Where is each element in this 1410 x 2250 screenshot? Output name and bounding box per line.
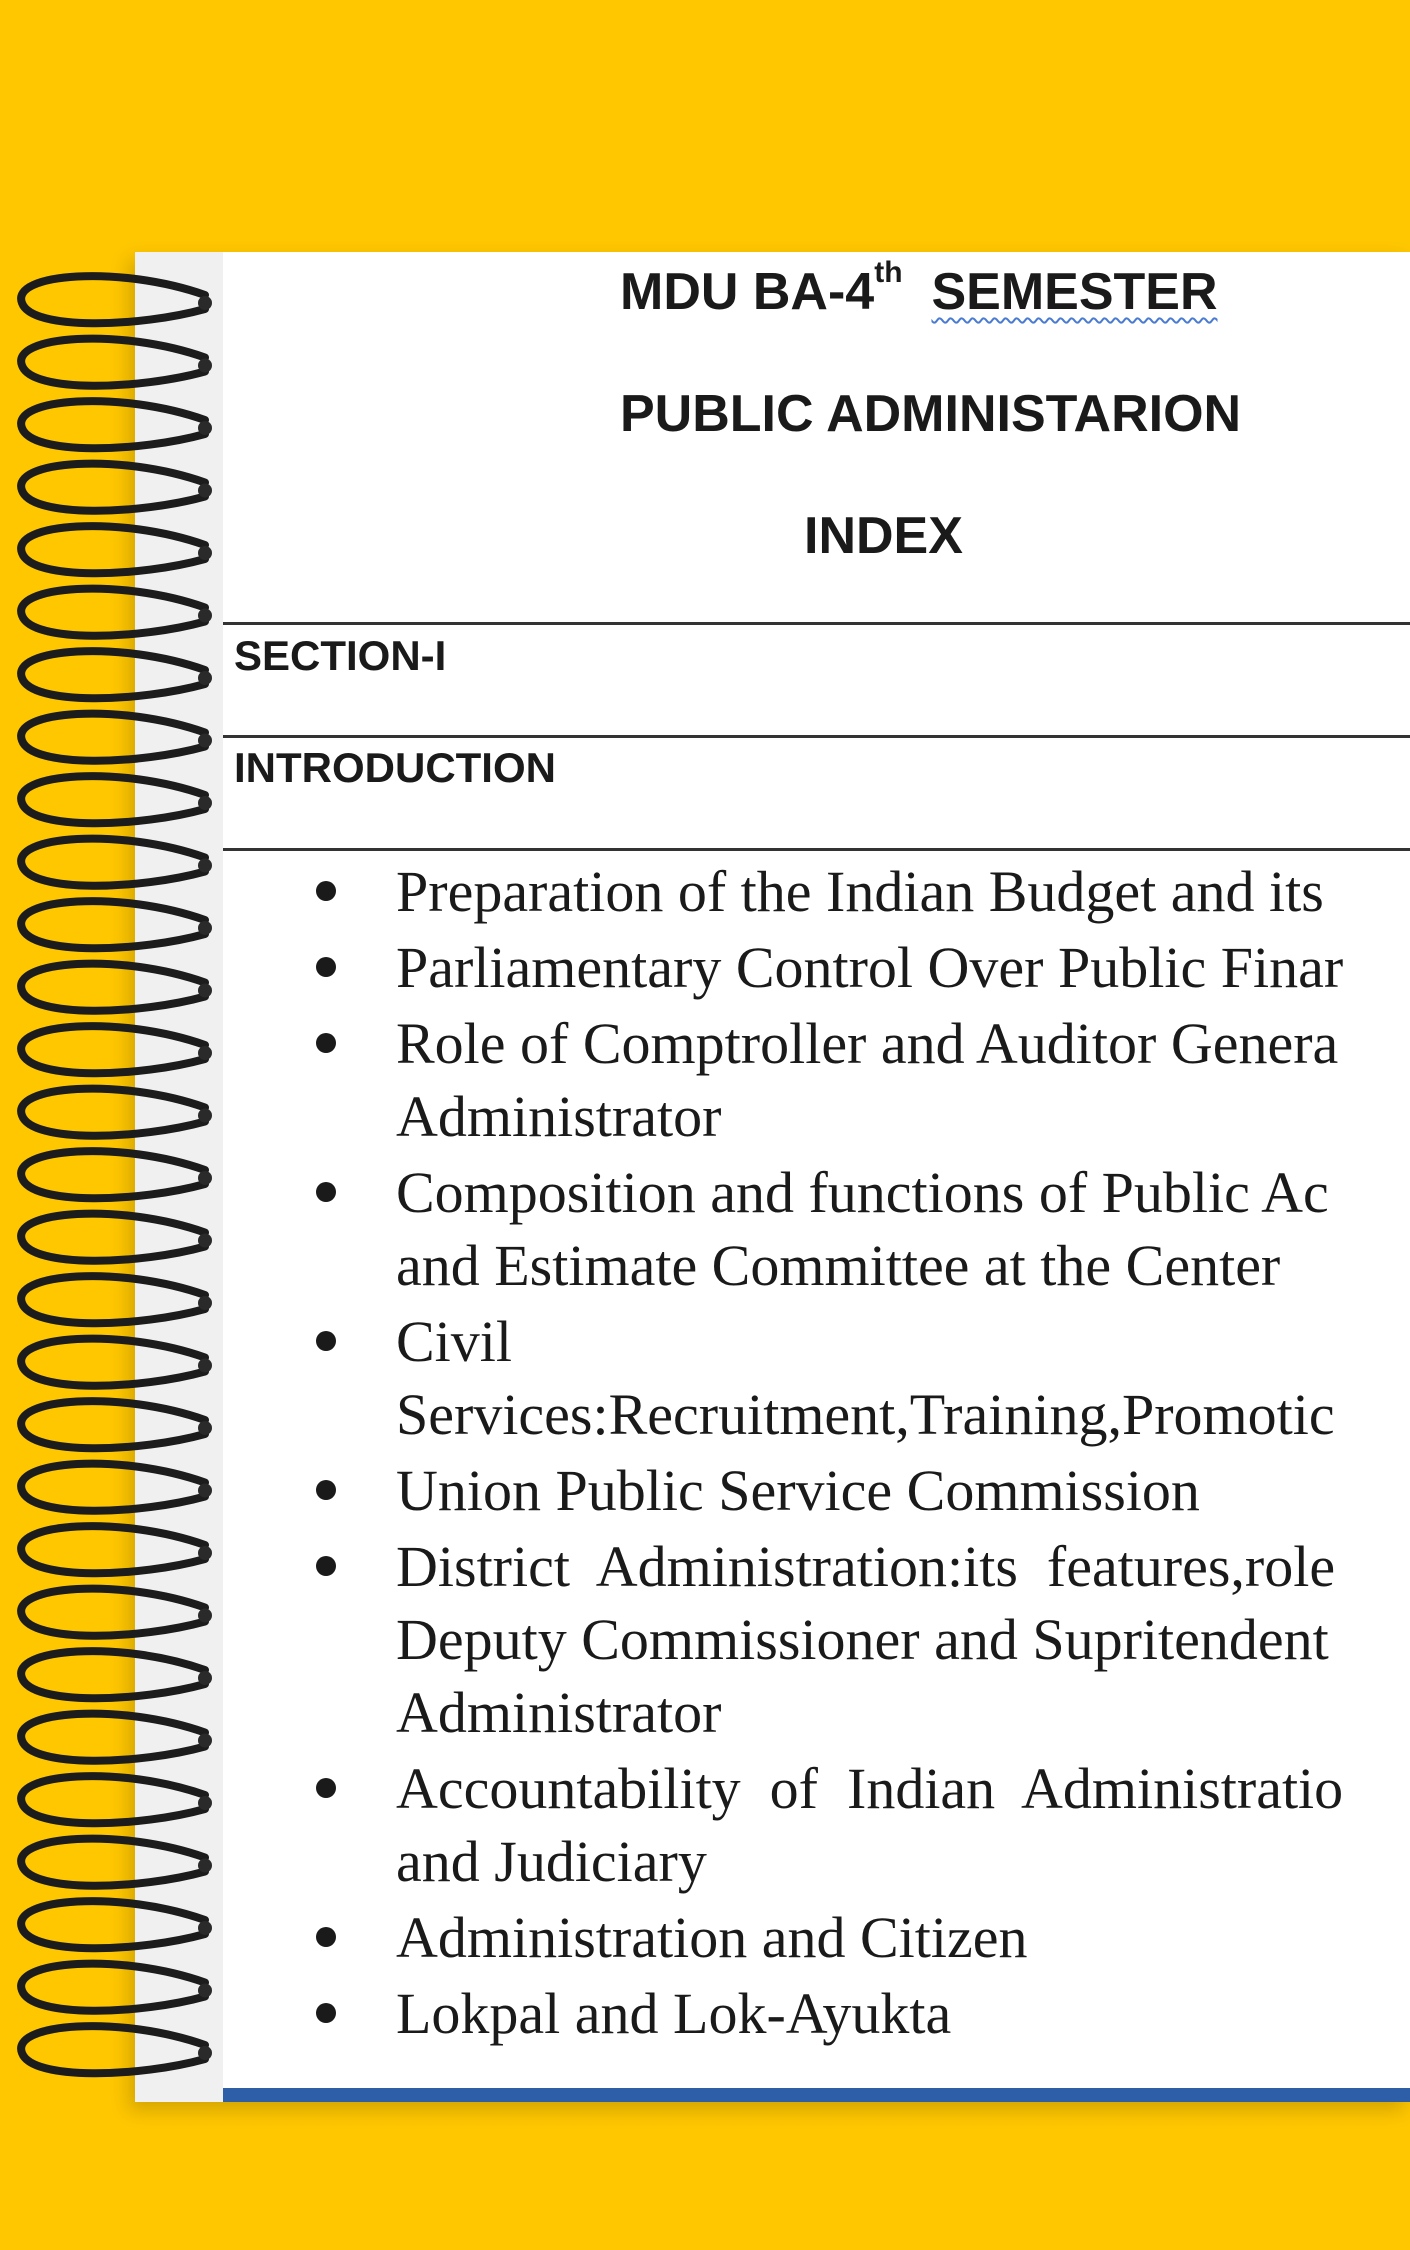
bullet-icon: [316, 1182, 336, 1202]
course-title: MDU BA-4th SEMESTER: [620, 256, 1218, 321]
topic-item: [0, 1454, 1410, 1527]
topic-text: Preparation of the Indian Budget and its: [396, 859, 1324, 924]
bullet-icon: [316, 1927, 336, 1947]
topic-text: Lokpal and Lok-Ayukta: [396, 1981, 952, 2046]
bullet-icon: [316, 957, 336, 977]
topic-list: [0, 855, 1410, 2053]
table-rule: [223, 735, 1410, 738]
topic-item: [0, 1752, 1410, 1898]
table-rule: [223, 848, 1410, 851]
bullet-icon: [316, 1556, 336, 1576]
bullet-icon: [316, 881, 336, 901]
table-rule: [223, 622, 1410, 625]
topic-item: [0, 1156, 1410, 1302]
topic-item: [0, 1530, 1410, 1749]
topic-text: Role of Comptroller and Auditor Genera Administrator: [396, 1011, 1339, 1149]
topic-item: [0, 1007, 1410, 1153]
topic-item: [0, 1305, 1410, 1451]
topic-text: Union Public Service Commission: [396, 1458, 1200, 1523]
topic-item: [0, 1901, 1410, 1974]
section-label: SECTION-I: [234, 632, 447, 679]
bullet-icon: [316, 1480, 336, 1500]
bullet-icon: [316, 1033, 336, 1053]
bullet-icon: [316, 1778, 336, 1798]
topic-item: [0, 1977, 1410, 2050]
bullet-icon: [316, 1331, 336, 1351]
topic-text: Civil Services:Recruitment,Training,Promotic: [396, 1309, 1335, 1447]
introduction-label: INTRODUCTION: [234, 744, 556, 791]
topic-text: Parliamentary Control Over Public Finar: [396, 935, 1344, 1000]
topic-text: Administration and Citizen: [396, 1905, 1028, 1970]
topic-item: [0, 855, 1410, 928]
topic-text: Accountability of Indian Administratio and Judiciary: [396, 1756, 1344, 1894]
topic-text: Composition and functions of Public Ac and Estimate Committee at the Center: [396, 1160, 1329, 1298]
topic-text: District Administration:its features,role Deputy Commissioner and Supritendent Administrator: [396, 1534, 1336, 1745]
subject-title: PUBLIC ADMINISTARION: [620, 385, 1242, 443]
index-heading: INDEX: [804, 507, 963, 565]
bullet-icon: [316, 2003, 336, 2023]
topic-item: [0, 931, 1410, 1004]
